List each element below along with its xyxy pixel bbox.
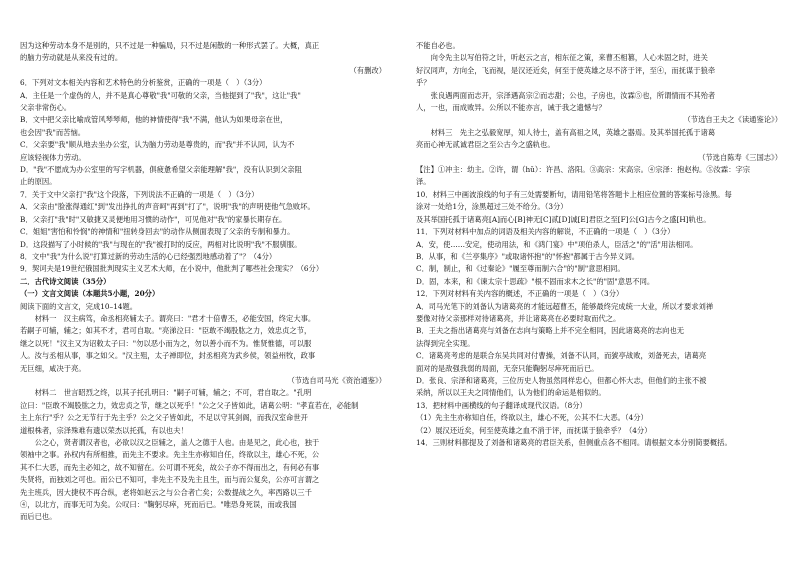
text-line: 【注】①冲主：幼主。②许，谓（hǔ）：许昌、洛阳。③高宗：宋高宗。④宗泽：抱赵构。⑤汝霖：字宗 bbox=[416, 165, 751, 175]
text-line: B．文中把父亲比喻成管风琴琴师，他的神情使得"我"不满，他认为如果母亲在世， bbox=[20, 115, 288, 125]
text-line: 因为这种劳动本身不是别的，只不过是一种骗局，只不过是闲散的一种形式罢了。大概，真正 bbox=[20, 41, 320, 50]
text-line: A．主任是一个虚伪的人，并不是真心尊敬"我"可敬的父亲，当他提到了"我"，这让"我" bbox=[20, 90, 301, 100]
text-line: 9．契诃夫是19世纪俄国批判现实主义艺术大师，在小说中，他批判了哪些社会现实？（6分） bbox=[20, 264, 324, 274]
text-line: 面对的是敌强我弱的局面，无奈只能鞠躬尽瘁死而后已。 bbox=[416, 363, 599, 373]
text-line: 也会因"我"而苦恼。 bbox=[20, 127, 86, 137]
text-line: D．"我"不愿成为办公室里的写字机器，俱疲惫希望父亲能理解"我"，没有认识到父亲阻 bbox=[20, 165, 302, 175]
text-line: 好汉同声，方向全，飞而视，是汉还近矣，何至于使英雄之尽不济于评，至④，而抚谋于狼牵 bbox=[416, 65, 716, 75]
text-line: 先主班兵，因大捷权不再合纵，老将如赵云之与公合者亡矣；公数提战之久，率西路以三千 bbox=[20, 487, 312, 497]
text-line: C．姐姐"害怕和怜悯"的神情和"扭转身回去"的动作从侧面表现了父亲的专制和暴力。 bbox=[20, 227, 295, 237]
text-line: 涂对一处给1分，涂黑超过三处不给分。（3分） bbox=[416, 202, 568, 212]
text-line: 阅读下面的文言文，完成10–14题。 bbox=[20, 301, 138, 311]
text-line: 及其举国托孤于诸葛亮[A]而心[B]神无[C]贰[D]诚[E]君臣之至[F]公[G]古今之盛[H]轨也。 bbox=[416, 214, 711, 224]
text-line: 主上东行"乎？公之无节行于先主乎？公之父子皆如此，不足以守其剑阁，而我汉室命世开 bbox=[20, 413, 308, 423]
text-line: 乎？ bbox=[416, 78, 431, 88]
text-line: 泽。 bbox=[416, 177, 431, 187]
text-line: 张良遇两面而志开，宗泽遇高宗②而志甜；公也，子房也，汝霖⑤也，所谓情而不其殆者 bbox=[430, 90, 716, 100]
text-line: （2）展汉还近矣，何至使英雄之血不消于评，而抚谋于狼牵乎？（4分） bbox=[416, 425, 652, 435]
text-line: B．父亲打"我"时"又敏捷又灵便地用习惯的动作"，可见他对"我"的家暴长期存在。 bbox=[20, 214, 287, 224]
text-line: 要像对待父亲那样对待诸葛亮，并让诸葛亮在必要时取而代之。 bbox=[416, 313, 621, 323]
text-line: 材料三 先主之弘毅宽厚，知人待士，盖有高祖之风，英雄之器焉。及其举国托孤于诸葛 bbox=[430, 127, 716, 137]
text-line: ④，以北方，而事无可为矣。公叹曰："鞠躬尽瘁，死而后已。"唯恐身死误，而或我国 bbox=[20, 500, 297, 510]
text-line: 继之以死！"汉主又为诏敕太子曰："勿以恶小而为之，勿以善小而不为。惟贤惟德，可以服 bbox=[20, 338, 312, 348]
text-line: （节选自司马光《资治通鉴》） bbox=[287, 375, 386, 385]
text-line: D．固，本来，和《谏太宗十思疏》"根不固而求木之长"的"固"意思不同。 bbox=[416, 276, 655, 286]
left-column bbox=[20, 40, 386, 524]
text-line: 7．关于文中父亲打"我"这个段落，下列说法不正确的一项是（ ）（3分） bbox=[20, 189, 259, 199]
text-line: C．诸葛亮考虑的是联合东吴共同对付曹操，刘备不认同，而猇亭战败，刘备死去，诸葛亮 bbox=[416, 351, 707, 361]
text-line: 材料一 汉主病笃，命丞相亮辅太子。谓亮曰："君才十倍曹丕，必能安国，终定大事。 bbox=[34, 313, 316, 323]
text-line: 泣曰："臣敢不竭股肱之力，效忠贞之节，继之以死乎！"公之父子皆如此，诸葛公明："孝直若在，必能制 bbox=[20, 400, 359, 410]
text-line: D．这段描写了小时候的"我"与现在的"我"被打时的反应，两相对比说明"我"不服驯服。 bbox=[20, 239, 302, 249]
text-line: C．制，制止，和《过秦论》"履至尊而制六合"的"制"意思相同。 bbox=[416, 264, 625, 274]
text-line: 而后已也。 bbox=[20, 512, 57, 522]
text-line: （一）文言文阅读（本题共5小题，20分） bbox=[20, 289, 160, 299]
text-line: 向令先主以写伯符之计，听赵云之言，相东征之策，来曹丕相篡，人心未固之时，进关 bbox=[430, 53, 708, 63]
text-line: （节选自王夫之《读通鉴论》） bbox=[683, 115, 782, 125]
text-line: 亮而心神无贰诚君臣之至公古今之盛轨也。 bbox=[416, 140, 555, 150]
text-line: 领袖中之事。孙权内有所相推，而先主不要求。先主生亦称知自任，终欲以主，雄心不死，公 bbox=[20, 450, 320, 460]
text-line: 其不仁大恶，而先主必知之，故不知留在。公可谓不死矣，故公子亦不得而出之，有何必有事 bbox=[20, 462, 320, 472]
text-line: 不能自必也。 bbox=[416, 41, 460, 50]
text-line: 无巨细，咸决于亮。 bbox=[20, 363, 86, 373]
text-line: 法得到完全实现。 bbox=[416, 338, 475, 348]
text-line: D．张良、宗泽和诸葛亮，三位历史人物虽然同样忠心，但都心怀大志，但他们的主张不被 bbox=[416, 375, 707, 385]
text-line: 12．下列对材料有关内容的概述，不正确的一项是（ ）（3分） bbox=[416, 289, 624, 299]
text-line: A．安，使……安定，使动用法，和《鸿门宴》中"项伯杀人，臣活之"的"活"用法相同。 bbox=[416, 239, 698, 249]
text-line: 人，一也，而成败异。公所以不能亦言，诫于我之遗憾与？ bbox=[416, 103, 606, 113]
text-line: B．王夫之指出诸葛亮与刘备在志向与策略上并不完全相同，因此诸葛亮的志向也无 bbox=[416, 326, 685, 336]
text-line: 止的原因。 bbox=[20, 177, 57, 187]
text-line: （有删改） bbox=[349, 65, 386, 75]
text-line: B．从事，和《兰亭集序》"或取诸怀抱"的"怀抱"都属于古今异义词。 bbox=[416, 251, 640, 261]
text-line: 公之心，贤者谓汉者也，必欲以汉之臣辅之，盖人之德于人也。由是见之，此心也，独于 bbox=[34, 438, 320, 447]
text-line: （节选自陈寿《三国志》） bbox=[698, 152, 782, 162]
text-line: 失贤将，而独刘之可也。而公已不知可，非先主不及先主且生，而与而公复矣，公亦可言谓之 bbox=[20, 475, 320, 485]
text-line: 11．下列对材料中加点的词语及相关内容的解说，不正确的一项是（ ）（3分） bbox=[416, 227, 675, 237]
text-line: 13．把材料中画横线的句子翻译成现代汉语。（8分） bbox=[416, 400, 587, 410]
text-line: A．父亲由"脸涨得通红"到"发出挣扎的声音呵"再到"打了"，说明"我"的声明使他气急败坏。 bbox=[20, 202, 315, 212]
text-line: 采纳，所以以王夫之同情他们，认为他们的命运是相似的。 bbox=[416, 388, 606, 398]
text-line: 人。汝与丞相从事，事之如父。"汉主殂，太子禅即位，封丞相亮为武乡侯，领益州牧，政事 bbox=[20, 351, 316, 361]
text-line: A．司马光笔下的刘备认为诸葛亮的才能远超曹丕，能够最终完成统一大业，所以才要求刘禅 bbox=[416, 301, 714, 311]
text-line: 父亲非常伤心。 bbox=[20, 103, 72, 113]
text-line: 材料二 世言昭烈之终，以其子托孔明曰："嗣子可辅，辅之；不可，君自取之。"孔明 bbox=[34, 388, 312, 398]
text-line: 道根株者，宗泽殊难有遗以荣杰以托孤，有以也夫！ bbox=[20, 425, 188, 435]
text-line: 14．三则材料都提及了刘备和诸葛亮的君臣关系，但侧重点各不相同。请根据文本分别简要概括。 bbox=[416, 438, 732, 447]
text-line: C．父亲要"我"顺从地去坐办公室，认为脑力劳动是尊贵的，而"我"并不认同，认为不 bbox=[20, 140, 295, 150]
text-line: 二．古代诗文阅读（35分） bbox=[20, 276, 111, 286]
text-line: （1）先主生亦称知自任，终欲以主，雄心不死，公其不仁大恶。（4分） bbox=[416, 413, 648, 423]
text-line: 若嗣子可辅，辅之；如其不才，君可自取。"亮涕泣曰："臣敢不竭股肱之力，效忠贞之节， bbox=[20, 326, 312, 336]
text-line: 10．材料三中画波浪线的句子有三处需要断句，请用铅笔将答题卡上相应位置的答案标号涂黑。每 bbox=[416, 189, 732, 199]
text-line: 应该轻视体力劳动。 bbox=[20, 152, 86, 162]
text-line: 8．文中"我"为什么说"打算过新的劳动生活的心已经强烈地感动着了"？（4分） bbox=[20, 251, 277, 261]
text-line: 的脑力劳动就是从来没有过的。 bbox=[20, 53, 123, 63]
text-line: 6．下列对文本相关内容和艺术特色的分析鉴赏，正确的一项是（ ）（3分） bbox=[20, 78, 267, 88]
right-column bbox=[416, 40, 782, 449]
